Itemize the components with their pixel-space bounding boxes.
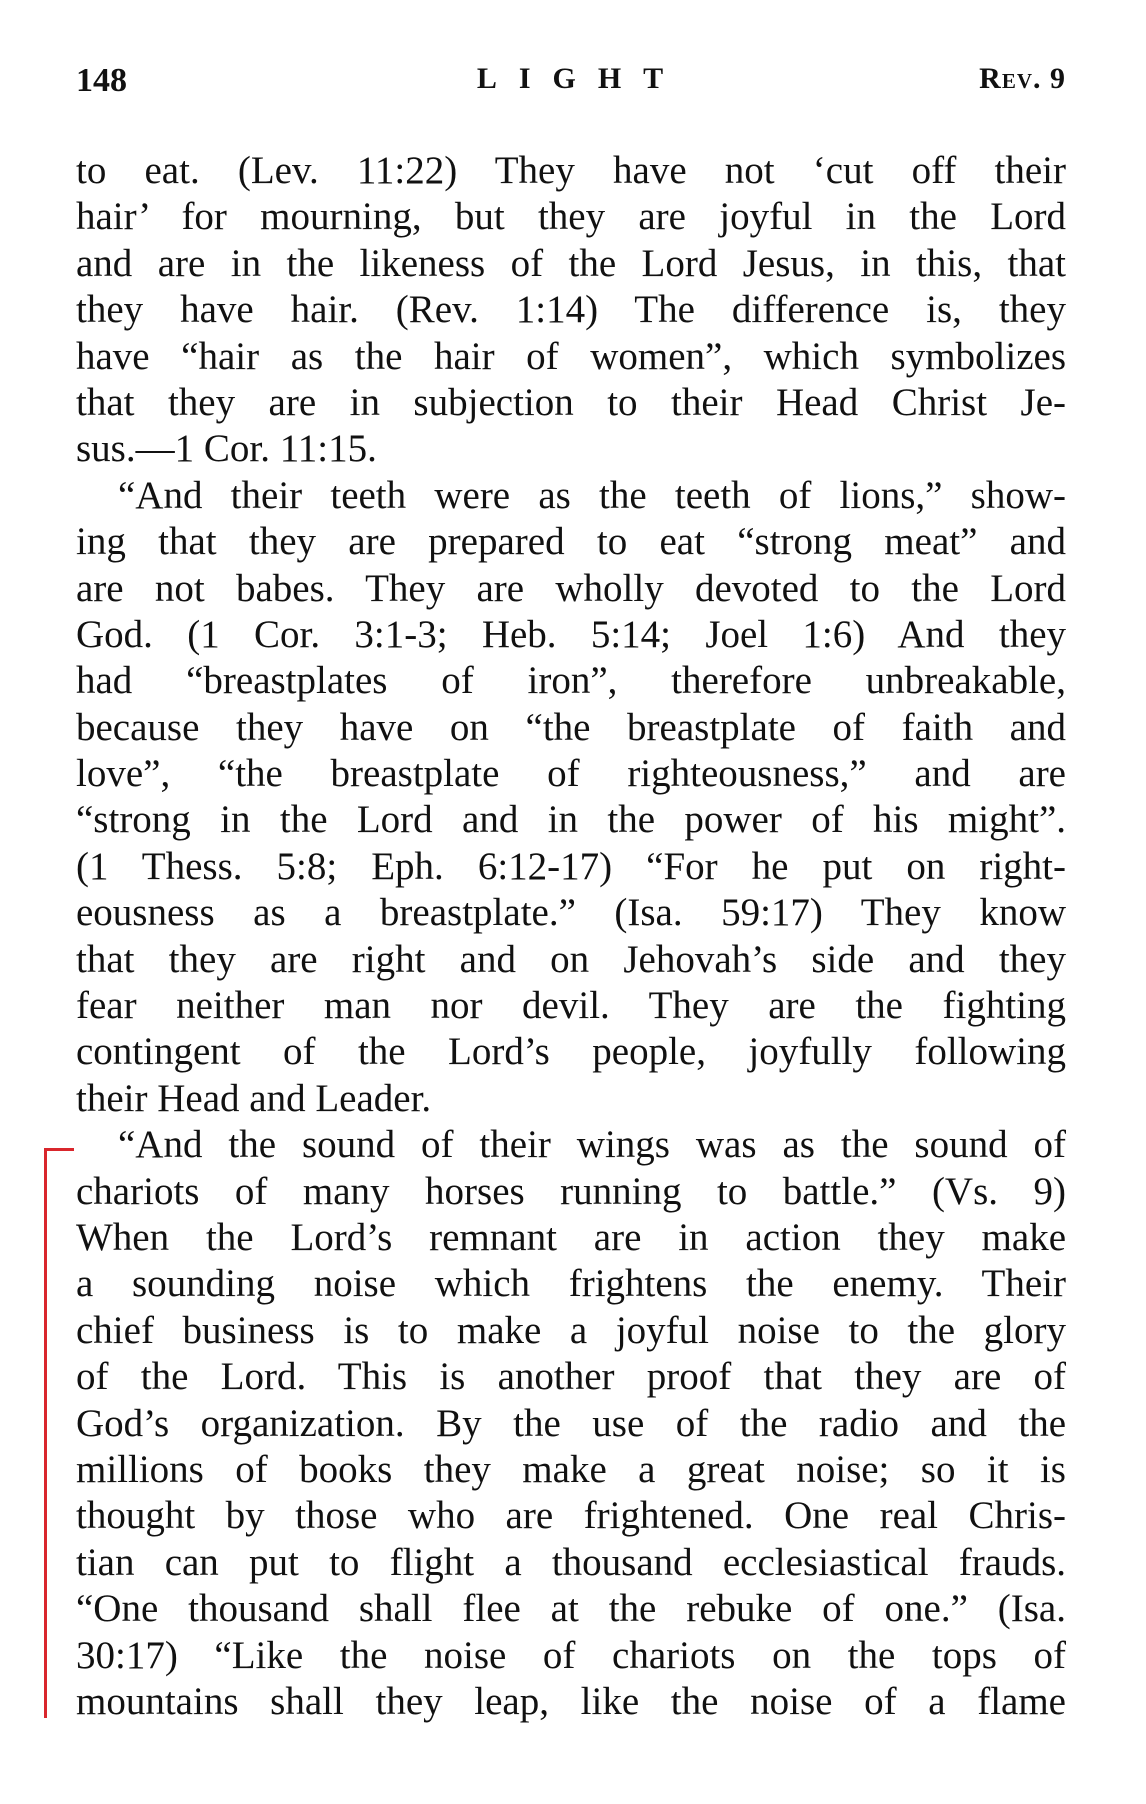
text-line: ing that they are prepared to eat “strong meat” and [76,520,1066,564]
text-line: “strong in the Lord and in the power of his might”. [76,798,1066,842]
text-line: a sounding noise which frightens the enemy. Their [76,1262,1066,1306]
text-line: hair’ for mourning, but they are joyful in the Lord [76,195,1066,239]
text-line: and are in the likeness of the Lord Jesus, in this, that [76,241,1066,285]
text-line: 30:17) “Like the noise of chariots on the tops of [76,1633,1066,1677]
text-line: God. (1 Cor. 3:1-3; Heb. 5:14; Joel 1:6) And they [76,612,1066,656]
text-line: because they have on “the breastplate of faith and [76,705,1066,749]
text-line: have “hair as the hair of women”, which symbolizes [76,334,1066,378]
text-line: When the Lord’s remnant are in action they make [76,1215,1066,1259]
text-line: (1 Thess. 5:8; Eph. 6:12-17) “For he put on right- [76,844,1066,888]
text-line: their Head and Leader. [76,1076,432,1120]
text-line: that they are right and on Jehovah’s side and they [76,937,1066,981]
text-line: sus.—1 Cor. 11:15. [76,427,377,471]
chapter-reference: Rev. 9 [979,62,1066,95]
text-line: God’s organization. By the use of the radio and the [76,1401,1066,1445]
text-line: contingent of the Lord’s people, joyfully following [76,1030,1066,1074]
running-title: LIGHT [476,62,686,95]
margin-mark [44,1148,74,1718]
text-line: “And their teeth were as the teeth of lions,” show- [118,473,1066,517]
text-line: millions of books they make a great noise; so it is [76,1447,1066,1491]
page-header [76,62,1066,112]
text-line: thought by those who are frightened. One real Chris- [76,1494,1066,1538]
body-text [76,148,1066,1725]
text-line: had “breastplates of iron”, therefore unbreakable, [76,659,1066,703]
text-line: mountains shall they leap, like the noise of a flame [76,1679,1066,1723]
text-line: fear neither man nor devil. They are the fighting [76,984,1066,1028]
text-line: chariots of many horses running to battle.” (Vs. 9) [76,1169,1066,1213]
text-line: are not babes. They are wholly devoted to the Lord [76,566,1066,610]
text-line: of the Lord. This is another proof that they are of [76,1355,1066,1399]
margin-mark-vertical [44,1148,47,1718]
page-number: 148 [76,62,127,99]
text-line: “One thousand shall flee at the rebuke of one.” (Isa. [76,1587,1066,1631]
text-line: chief business is to make a joyful noise to the glory [76,1308,1066,1352]
text-line: love”, “the breastplate of righteousness,” and are [76,752,1066,796]
text-line: “And the sound of their wings was as the sound of [118,1123,1066,1167]
text-line: to eat. (Lev. 11:22) They have not ‘cut off their [76,149,1066,192]
margin-mark-horizontal [44,1148,74,1151]
text-line: they have hair. (Rev. 1:14) The difference is, they [76,288,1066,332]
text-line: eousness as a breastplate.” (Isa. 59:17) They know [76,891,1066,935]
text-line: tian can put to flight a thousand ecclesiastical frauds. [76,1540,1066,1584]
text-line: that they are in subjection to their Head Christ Je- [76,380,1066,424]
